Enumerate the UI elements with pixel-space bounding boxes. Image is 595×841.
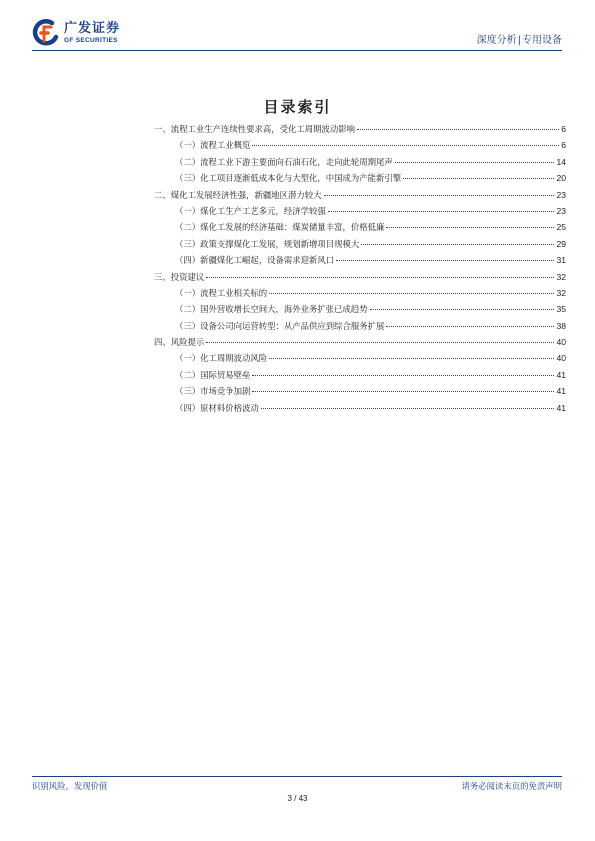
toc-leader-dots bbox=[386, 326, 554, 327]
toc-entry-label: 二、煤化工发展经济性强，新疆地区潜力较大 bbox=[154, 189, 322, 200]
toc-entry-page: 25 bbox=[556, 222, 566, 233]
toc-entry[interactable] bbox=[154, 336, 566, 352]
toc-entry[interactable] bbox=[154, 123, 566, 139]
toc-leader-dots bbox=[370, 309, 555, 310]
toc-entry[interactable] bbox=[154, 221, 566, 237]
toc-entry-page: 6 bbox=[561, 140, 566, 151]
toc-entry-label: （四）新疆煤化工崛起，设备需求迎新风口 bbox=[175, 255, 335, 266]
toc-entry[interactable] bbox=[154, 369, 566, 385]
toc-entry[interactable] bbox=[154, 254, 566, 270]
toc-entry-page: 32 bbox=[556, 271, 566, 282]
toc-title: 目录索引 bbox=[263, 98, 332, 116]
toc-leader-dots bbox=[252, 145, 559, 146]
toc-leader-dots bbox=[261, 408, 555, 409]
toc-leader-dots bbox=[361, 244, 554, 245]
toc-entry[interactable] bbox=[154, 189, 566, 205]
toc-leader-dots bbox=[252, 375, 554, 376]
table-of-contents bbox=[154, 123, 566, 418]
toc-entry-label: 一、流程工业生产连续性要求高，受化工周期波动影响 bbox=[154, 124, 355, 134]
toc-entry-page: 23 bbox=[556, 205, 566, 216]
industry-name: 专用设备 bbox=[522, 35, 562, 46]
toc-entry-label: （一）流程工业概览 bbox=[175, 140, 251, 151]
toc-entry-label: （一）化工周期波动风险 bbox=[175, 353, 268, 364]
toc-entry-label: （一）煤化工生产工艺多元，经济学较强 bbox=[175, 205, 326, 216]
toc-entry[interactable] bbox=[154, 238, 566, 254]
toc-leader-dots bbox=[395, 162, 555, 163]
toc-entry[interactable] bbox=[154, 352, 566, 368]
logo-chinese-name: 广发证券 bbox=[64, 20, 121, 36]
toc-leader-dots bbox=[206, 342, 554, 343]
toc-leader-dots bbox=[357, 129, 559, 130]
toc-entry[interactable] bbox=[154, 385, 566, 401]
toc-entry[interactable] bbox=[154, 320, 566, 336]
toc-entry-page: 32 bbox=[556, 287, 566, 298]
toc-entry-label: （二）国际贸易壁垒 bbox=[175, 369, 251, 380]
logo-english-name: GF SECURITIES bbox=[64, 36, 118, 44]
toc-entry-page: 35 bbox=[556, 304, 566, 315]
toc-entry-page: 14 bbox=[556, 156, 566, 167]
toc-entry-page: 40 bbox=[556, 353, 566, 364]
toc-entry[interactable] bbox=[154, 205, 566, 221]
toc-entry-page: 41 bbox=[556, 386, 566, 397]
toc-entry-page: 40 bbox=[556, 337, 566, 348]
toc-entry[interactable] bbox=[154, 303, 566, 319]
toc-entry-page: 31 bbox=[556, 255, 566, 266]
toc-entry-label: 四、风险提示 bbox=[154, 337, 205, 348]
header-separator: | bbox=[517, 35, 521, 46]
toc-entry-label: （四）原材料价格波动 bbox=[175, 402, 259, 413]
page-header bbox=[32, 18, 562, 48]
toc-entry[interactable] bbox=[154, 139, 566, 155]
footer-slogan: 识别风险，发现价值 bbox=[32, 781, 108, 791]
company-logo bbox=[32, 18, 120, 48]
footer-disclaimer: 请务必阅读末页的免责声明 bbox=[461, 781, 562, 791]
toc-entry-label: （三）化工项目逐渐低成本化与大型化，中国成为产能新引擎 bbox=[175, 173, 402, 184]
toc-leader-dots bbox=[336, 260, 554, 261]
header-divider bbox=[32, 50, 562, 51]
toc-leader-dots bbox=[269, 358, 554, 359]
toc-entry-label: （二）国外营收增长空间大，海外业务扩张已成趋势 bbox=[175, 304, 368, 315]
toc-leader-dots bbox=[403, 178, 554, 179]
toc-entry-label: （三）政策支撑煤化工发展，规划新增项目规模大 bbox=[175, 238, 360, 249]
toc-leader-dots bbox=[206, 277, 554, 278]
toc-entry-label: （三）设备公司向运营转型：从产品供应到综合服务扩展 bbox=[175, 320, 385, 331]
toc-leader-dots bbox=[269, 293, 554, 294]
toc-entry-page: 38 bbox=[556, 320, 566, 331]
report-type: 深度分析 bbox=[476, 35, 517, 46]
toc-entry-page: 41 bbox=[556, 369, 566, 380]
toc-entry-page: 20 bbox=[556, 173, 566, 184]
footer-divider bbox=[32, 776, 562, 777]
toc-entry-page: 23 bbox=[556, 189, 566, 200]
toc-entry-page: 29 bbox=[556, 238, 566, 249]
toc-entry-label: （二）煤化工发展的经济基础：煤炭储量丰富，价格低廉 bbox=[175, 222, 385, 233]
toc-entry-label: 三、投资建议 bbox=[154, 271, 205, 282]
toc-entry-label: （三）市场竞争加剧 bbox=[175, 386, 251, 397]
toc-leader-dots bbox=[386, 227, 554, 228]
toc-entry[interactable] bbox=[154, 287, 566, 303]
toc-leader-dots bbox=[252, 391, 554, 392]
logo-wordmark bbox=[64, 22, 120, 45]
toc-entry-page: 41 bbox=[556, 402, 566, 413]
gf-logo-icon bbox=[32, 19, 60, 47]
toc-leader-dots bbox=[328, 211, 555, 212]
toc-entry[interactable] bbox=[154, 402, 566, 418]
toc-entry-label: （一）流程工业相关标的 bbox=[175, 287, 268, 298]
page-number: 3 / 43 bbox=[287, 794, 308, 803]
toc-entry[interactable] bbox=[154, 156, 566, 172]
toc-leader-dots bbox=[324, 195, 555, 196]
toc-entry-label: （二）流程工业下游主要面向石油石化，走向此轮周期尾声 bbox=[175, 156, 393, 167]
report-category bbox=[477, 31, 562, 46]
toc-entry[interactable] bbox=[154, 172, 566, 188]
toc-entry-page: 6 bbox=[561, 124, 566, 134]
toc-entry[interactable] bbox=[154, 271, 566, 287]
